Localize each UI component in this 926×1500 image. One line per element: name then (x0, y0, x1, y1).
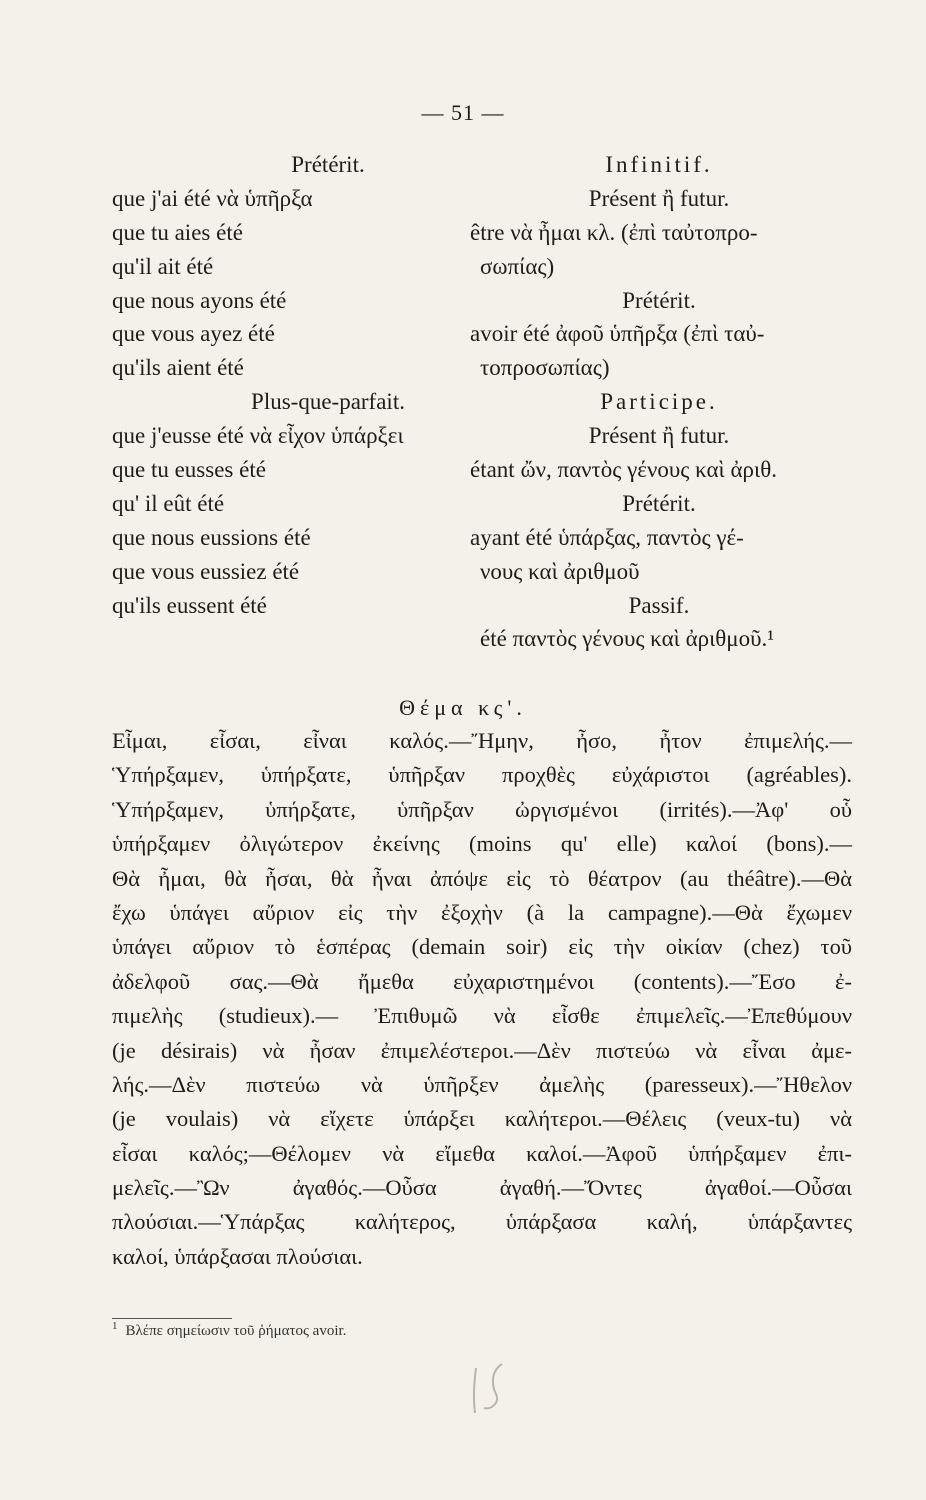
footnote-marker: 1 (112, 1320, 118, 1332)
exercise-line: καλοί, ὑπάρξασαι πλούσιαι. (112, 1243, 363, 1269)
conjugation-line: qu'ils aient été (112, 355, 244, 381)
exercise-heading: Θέμα κς'. (399, 695, 527, 720)
footnote-rule (112, 1318, 232, 1319)
conjugation-line: étant ὤν, παντὸς γένους καὶ ἀριθ. (470, 457, 777, 483)
conjugation-line: été παντὸς γένους καὶ ἀριθμοῦ.¹ (480, 626, 775, 652)
conjugation-line: que nous eussions été (112, 524, 311, 550)
preterit-heading: Prétérit. (622, 490, 696, 516)
footnote-text: Βλέπε σημείωσιν τοῦ ῥήματος avoir. (125, 1323, 347, 1339)
exercise-line: Θὰ ἦμαι, θὰ ἦσαι, θὰ ἦναι ἀπόψε εἰς τὸ θέατρον (au théâtre).—Θὰ (112, 865, 852, 891)
exercise-line: (je voulais) νὰ εἴχετε ὑπάρξει καλήτεροι.—Θέλεις (veux-tu) νὰ (112, 1106, 852, 1132)
present-futur-heading: Présent ἢ futur. (588, 423, 730, 449)
exercise-line: ἀδελφοῦ σας.—Θὰ ἤμεθα εὐχαριστημένοι (contents).—Ἔσο ἐ- (112, 968, 852, 994)
preterit-heading: Prétérit. (622, 287, 696, 313)
exercise-text (112, 724, 852, 1274)
conjugation-line: σωπίας) (480, 253, 555, 279)
conjugation-line: νους καὶ ἀριθμοῦ (480, 558, 640, 584)
preterit-heading: Prétérit. (291, 152, 365, 177)
exercise-line: Ὑπήρξαμεν, ὑπήρξατε, ὑπῆρξαν ὠργισμένοι (irrités).—Ἀφ' οὗ (112, 796, 852, 822)
plus-que-parfait-heading: Plus-que-parfait. (251, 389, 405, 415)
pencil-mark-icon (462, 1358, 522, 1418)
conjugation-line: que vous eussiez été (112, 558, 300, 584)
conjugation-line: que j'ai été νὰ ὑπῆρξα (112, 185, 313, 211)
exercise-line: ἔχω ὑπάγει αὔριον εἰς τὴν ἐξοχὴν (à la campagne).—Θὰ ἔχωμεν (112, 899, 852, 925)
right-column (470, 148, 848, 656)
exercise-line: πιμελὴς (studieux).— Ἐπιθυμῶ νὰ εἶσθε ἐπιμελεῖς.—Ἐπεθύμουν (112, 1003, 852, 1029)
passif-heading: Passif. (628, 592, 690, 618)
conjugation-line: que tu eusses été (112, 457, 266, 483)
exercise-line: ὑπήρξαμεν ὀλιγώτερον ἐκείνης (moins qu' elle) καλοί (bons).— (112, 831, 852, 857)
left-column (112, 148, 484, 622)
conjugation-line: que nous ayons été (112, 287, 287, 313)
conjugation-line: avoir été ἀφοῦ ὑπῆρξα (ἐπὶ ταὐ- (470, 321, 765, 347)
exercise-line: πλούσιαι.—Ὑπάρξας καλήτερος, ὑπάρξασα καλή, ὑπάρξαντες (112, 1209, 852, 1235)
participe-heading: Participe. (600, 389, 718, 415)
conjugation-line: que vous ayez été (112, 321, 275, 347)
exercise-line: εἶσαι καλός;—Θέλομεν νὰ εἴμεθα καλοί.—Ἀφοῦ ὑπήρξαμεν ἐπι- (112, 1140, 852, 1166)
conjugation-line: ayant été ὑπάρξας, παντὸς γέ- (470, 524, 744, 550)
exercise-line: ὑπάγει αὔριον τὸ ἑσπέρας (demain soir) εἰς τὴν οἰκίαν (chez) τοῦ (112, 934, 852, 960)
exercise-line: Ὑπήρξαμεν, ὑπήρξατε, ὑπῆρξαν προχθὲς εὐχάριστοι (agréables). (112, 762, 852, 788)
conjugation-line: qu'il ait été (112, 253, 214, 279)
infinitif-heading: Infinitif. (605, 152, 713, 177)
conjugation-line: que j'eusse été νὰ εἶχον ὑπάρξει (112, 423, 404, 449)
footnote (112, 1320, 812, 1340)
conjugation-line: qu' il eût été (112, 490, 225, 516)
exercise-line: λής.—Δὲν πιστεύω νὰ ὑπῆρξεν ἀμελὴς (paresseux).—Ἤθελον (112, 1071, 852, 1097)
conjugation-line: être νὰ ἦμαι κλ. (ἐπὶ ταὐτοπρο- (470, 219, 758, 245)
exercise-line: (je désirais) νὰ ἦσαν ἐπιμελέστεροι.—Δὲν πιστεύω νὰ εἶναι ἀμε- (112, 1037, 852, 1063)
exercise-line: Εἶμαι, εἶσαι, εἶναι καλός.—Ἤμην, ἦσο, ἦτον ἐπιμελής.— (112, 728, 852, 753)
conjugation-line: τοπροσωπίας) (480, 355, 610, 381)
present-futur-heading: Présent ἢ futur. (588, 185, 730, 211)
conjugation-line: qu'ils eussent été (112, 592, 267, 618)
exercise-line: μελεῖς.—Ὢν ἀγαθός.—Οὖσα ἀγαθή.—Ὄντες ἀγαθοί.—Οὖσαι (112, 1175, 852, 1201)
conjugation-line: que tu aies été (112, 219, 243, 245)
page-number: — 51 — (421, 100, 505, 125)
